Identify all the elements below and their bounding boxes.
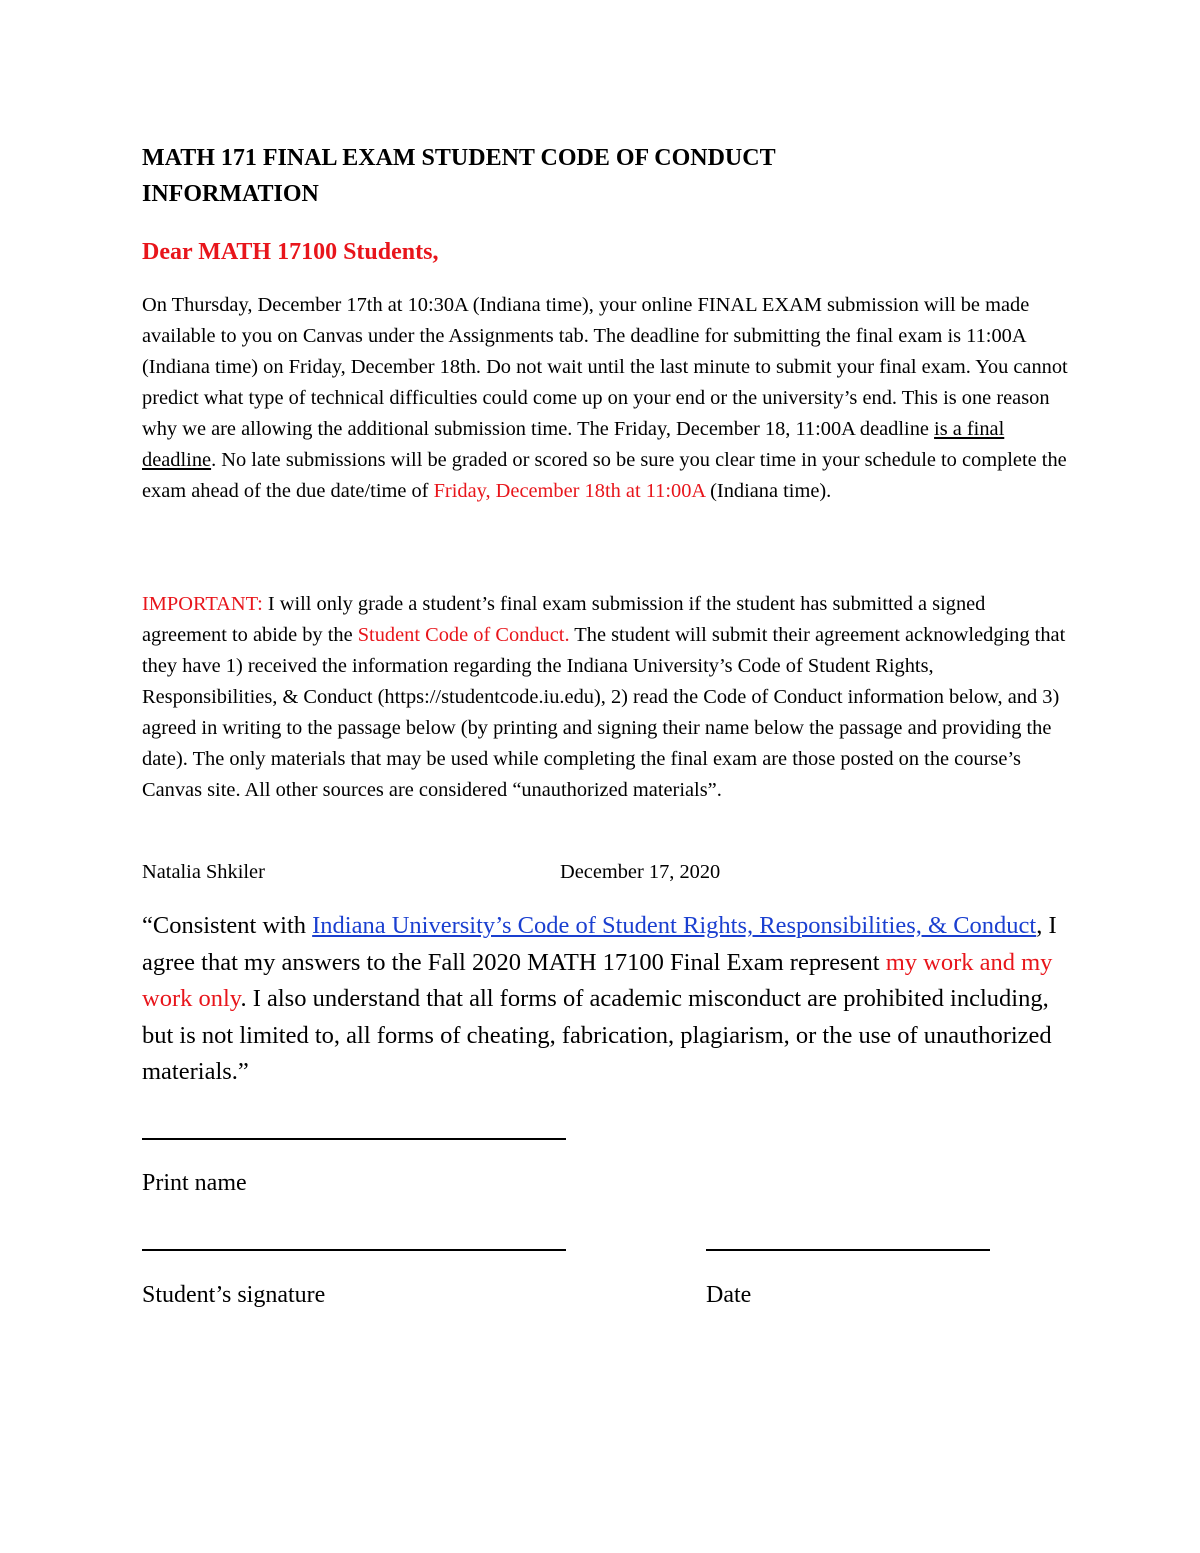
filled-date: December 17, 2020	[560, 861, 721, 883]
quote-text-run: Fall 2020 MATH 17100 Final Exam	[427, 948, 784, 976]
filled-student-name: Natalia Shkiler	[142, 861, 265, 883]
signature-label: Student’s signature	[142, 1282, 326, 1308]
code-of-conduct-link[interactable]: Indiana University’s Code of Student Rights, Responsibilities, & Conduct	[312, 912, 1037, 939]
signature-line	[142, 1249, 566, 1251]
paragraph2-text-run: .	[564, 624, 570, 646]
date-label: Date	[706, 1282, 752, 1308]
paragraph1-text-run: Friday, December 18th	[433, 480, 621, 502]
important-notice-paragraph	[142, 589, 1072, 806]
title-line-2: INFORMATION	[142, 181, 319, 207]
paragraph1-text-run: deadline	[630, 325, 700, 347]
paragraph2-text-run: IMPORTANT:	[142, 593, 263, 615]
quote-text-run: “Consistent with	[142, 912, 313, 939]
paragraph1-text-run: FINAL EXAM submission will be made available to you on Canvas under the Assignments tab. The	[142, 294, 1030, 347]
paragraph1-text-run: online	[641, 294, 693, 316]
paragraph1-text-run: The Friday, December 18, 11:00A deadline	[577, 418, 935, 440]
paragraph2-text-run: I will only grade a student’s	[262, 593, 501, 615]
print-name-label: Print name	[142, 1170, 247, 1196]
greeting: Dear MATH 17100 Students,	[142, 239, 439, 265]
paragraph1-text-run: is a final deadline	[142, 418, 1005, 471]
exam-schedule-paragraph	[142, 290, 1072, 507]
quote-text-run: represent	[783, 948, 886, 976]
paragraph2-text-run: Student Code of Conduct	[357, 624, 565, 646]
paragraph1-text-run: .	[211, 449, 217, 471]
paragraph1-text-run: On	[142, 294, 172, 316]
quote-text-run: .	[240, 985, 253, 1012]
paragraph1-text-run: Thursday, December 17th at 10:30A	[171, 294, 468, 316]
paragraph1-text-run: final exam	[855, 325, 943, 347]
title-line-1: MATH 171 FINAL EXAM STUDENT CODE OF CONDUCT	[142, 145, 776, 171]
paragraph1-text-run: . Do not wait until the last minute to submit your final exam. You cannot predict what type of technical difficulties could come up on your end or the university’s end. This is one reason why we are allowing the additional submission time.	[142, 356, 1068, 440]
quote-text-run: I also understand that all forms of academic misconduct are prohibited including, but is not limited to, all forms of	[142, 985, 1049, 1049]
page-title	[142, 140, 1042, 212]
paragraph2-text-run: submission if the student has submitted a signed agreement to abide by the	[142, 593, 986, 646]
paragraph1-text-run: No late submissions will be graded or scored so be sure you clear time in your schedule to complete the exam ahead of the due date/time of	[142, 449, 1067, 502]
date-line	[706, 1249, 990, 1251]
paragraph1-text-run: (Indiana time).	[705, 480, 832, 502]
quote-text-run: cheating, fabrication, plagiarism, or the use of unauthorized materials	[142, 1021, 1052, 1085]
paragraph2-text-run: The student will submit their agreement acknowledging that they have 1) received the information regarding the Indiana University’s Code of Student Rights, Responsibilities, & Conduct (https://studentcode.iu.edu), 2) read the Code of Conduct information below, and 3) agreed in writing to the passage below (by printing and signing their name below the passage and providing the date). The only materials that may be used while completing the final exam are those posted on the course’s Canvas site. All other sources are considered “unauthorized materials”.	[142, 624, 1066, 801]
quote-text-run: , I agree that my answers to the	[142, 912, 1057, 976]
paragraph1-text-run: (Indiana time), your	[467, 294, 642, 316]
paragraph1-text-run: (Indiana time) on	[142, 356, 289, 378]
paragraph1-text-run: for submitting the	[699, 325, 856, 347]
quote-text-run: .”	[231, 1058, 249, 1085]
paragraph1-text-run: Friday, December 18th	[288, 356, 476, 378]
paragraph1-text-run: at 11:00A	[620, 480, 706, 502]
paragraph2-text-run: final exam	[500, 593, 587, 615]
print-name-line	[142, 1138, 566, 1140]
paragraph1-text-run: is	[942, 325, 967, 347]
agreement-passage	[142, 908, 1072, 1091]
paragraph1-text-run: 11:00A	[966, 325, 1026, 347]
quote-text-run: my work and my work only	[142, 948, 1053, 1012]
